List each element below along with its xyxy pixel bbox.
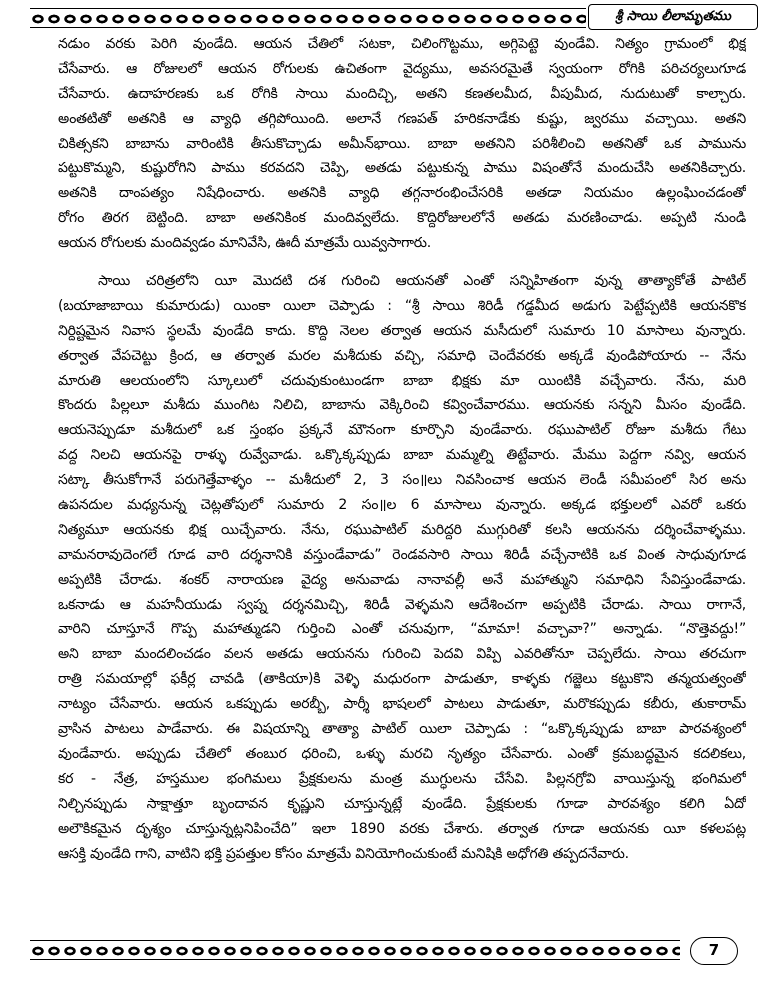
paragraph [58,269,746,866]
text-line: వద్ద నిలచి ఆయనపై రాళ్ళు రువ్వేవాడు. ఒక్కొక్కప్పుడు బాబా మమ్మల్ని తిట్టేవారు. మేము పెద్దగా నవ్వి, ఆయన [58,447,746,464]
text-line: సాయి చరిత్రలోని యీ మొదటి దశ గురించి ఆయనతో ఎంతో సన్నిహితంగా వున్న తాత్యాకోతే పాటిల్ [98,273,746,290]
text-line: ఉపనదుల మధ్యనున్న చెట్లతోపులో సుమారు 2 సం॥ల 6 మాసాలు వున్నారు. అక్కడ భక్తులలో ఎవరో ఒకరు [58,497,746,514]
text-line: అతనికి దాంపత్యం నిషేధించారు. అతనికి వ్యాధి తగ్గనారంభించేసరికి అతడా నియమం ఉల్లంఘించడంతో [58,185,746,202]
text-line: నిత్యమూ ఆయనకు భిక్ష యిచ్చేవారు. నేను, రఘుపాటిల్ మరిద్దరి ముగ్గురితో కలసి ఆయనను దర్శించేవాళ్ళము. [58,521,746,538]
decorative-border-bottom [30,940,680,960]
text-line: సట్కా తీసుకోగానే పరుగెత్తేవాళ్ళం -- మశీదులో 2, 3 సం॥లు నివసించాక ఆయన లెండీ సమీపంలో సిర అను [58,472,746,489]
text-line: చికిత్సకని బాబాను వారింటికి తీసుకొచ్చాడు అమీన్‌భాయి. బాబా అతనిని పరిశీలించి అతనితో ఒక పామును [58,135,746,152]
running-header-title: శ్రీ సాయి లీలామృతము [588,4,758,30]
text-line: నడుం వరకు పెరిగి వుండేది. ఆయన చేతిలో సటకా, చిలింగొట్టము, అగ్గిపెట్టె వుండేవి. నిత్యం గ్రామంలో భిక్ష [58,36,746,52]
text-line: రాత్రి సమయాల్లో ఫకీర్ల చావడి (తాకియా)కి వెళ్ళి మధురంగా పాడుతూ, కాళ్ళకు గజ్జెలు కట్టుకొని తన్మయత్వంతో [58,671,746,688]
text-line: వారిని చూస్తూనే గొప్ప మహాత్ముడని గుర్తించి ఎంతో చనువుగా, “మామా! వచ్చావా?” అన్నాడు. “నొత్తెవద్దు!” [58,621,746,638]
text-line: అప్పటికి చేరాడు. శంకర్ నారాయణ వైద్య అనువాడు నానావల్లీ అనే మహాత్ముని సమాధిని సేవిస్తుండేవాడు. [58,571,746,588]
paragraph [58,32,746,256]
text-line: ఆసక్తి వుండేది గాని, వాటిని భక్తి ప్రపత్తుల కోసం మాత్రమే వినియోగించుకుంటే మనిషికి అధోగతి తప్పదనేవారు. [58,845,629,862]
text-line: వ్రాసిన పాటలు పాడేవారు. ఈ విషయాన్ని తాత్యా పాటిల్ యిలా చెప్పాడు : “ఒక్కొక్కప్పుడు బాబా పారవశ్యంలో [58,721,746,738]
text-line: చేసేవారు. ఉదాహరణకు ఒక రోగికి సాయి మందిచ్చి, అతని కణతలమీద, వీపుమీద, నుదుటుతో కాల్చారు. [58,85,746,102]
page-number: 7 [690,937,738,965]
text-line: మారుతి ఆలయంలోని స్కూలులో చదువుకుంటుండగా బాబా భిక్షకు మా యింటికి వచ్చేవారు. నేను, మరి [58,372,746,389]
text-line: అని బాబా మందలించడం వలన అతడు ఆయనను గురించి పెదవి విప్పి ఎవరితోనూ చెప్పలేదు. సాయి తరచుగా [58,646,746,663]
text-line: నిల్చినప్పుడు సాక్షాత్తూ బృందావన కృష్ణుని చూస్తున్నట్లే వుండేది. ప్రేక్షకులకు గూడా పారవశ్యం కలిగి ఏదో [58,795,746,812]
text-line: అలౌకికమైన దృశ్యం చూస్తున్నట్లనిపించేది” ఇలా 1890 వరకు చేశారు. తర్వాత గూడా ఆయనకు యీ కళలపట్ల [58,820,746,837]
text-line: నాట్యం చేసేవారు. ఆయన ఒకప్పుడు అరబ్బీ, పార్శీ భాషలలో పాటలు పాడుతూ, మరొకప్పుడు కబీరు, తుకారామ్ [58,696,746,713]
text-line: కొందరు పిల్లలూ మశీదు ముంగిట నిలిచి, బాబాను వెక్కిరించి కవ్వించేవారము. ఆయనకు సన్నని మీసం వుండేది. [58,397,746,414]
text-line: (బయాజాబాయి కుమారుడు) యింకా యిలా చెప్పాడు : “శ్రీ సాయి శిరిడీ గడ్డమీద అడుగు పెట్టేప్పటికి ఆయనకొక [58,297,746,314]
text-line: పట్టుకొమ్మని, కుష్టురోగిని పాము కరవదని చెప్పి, అతడు పట్టుకున్న పాము విషంతోనే మందుచేసి అతనికిచ్చారు. [58,160,746,177]
text-line: నిర్దిష్టమైన నివాస స్థలమే వుండేది కాదు. కొద్ది నెలల తర్వాత ఆయన మసీదులో సుమారు 10 మాసాలు వున్నారు. [58,322,746,339]
text-line: చేసేవారు. ఆ రోజులలో ఆయన రోగులకు ఉచితంగా వైద్యము, అవసరమైతే స్వయంగా రోగికి పరిచర్యలుగూడ [58,60,746,77]
text-line: వుండేవారు. అప్పుడు చేతిలో తంబుర ధరించి, ఒళ్ళు మరచి నృత్యం చేసేవారు. ఎంతో క్రమబద్ధమైన కదలికలు, [58,745,746,762]
text-line: అంతటితో అతనికి ఆ వ్యాధి తగ్గిపోయింది. అలానే గణపత్ హరికనాడేకు కుష్టు, జ్వరము వచ్చాయి. అతని [58,110,746,127]
text-line: ఒకనాడు ఆ మహనీయుడు స్వప్న దర్శనమిచ్చి, శిరిడీ వెళ్ళమని ఆదేశించగా అప్పటికి చేరాడు. సాయి రాగానే, [58,596,746,613]
paragraph-gap [58,256,746,269]
text-line: ఆయన రోగులకు మందివ్వడం మానివేసి, ఊదీ మాత్రమే యివ్వసాగారు. [58,235,431,252]
text-line: కర - నేత్ర, హస్తముల భంగిమలు ప్రేక్షకులను మంత్ర ముగ్ధులను చేసేవి. పిల్లనగ్రోవి వాయిస్తున్న భంగిమలో [58,770,746,787]
text-line: రోగం తిరగ బెట్టింది. బాబా అతనికింక మందివ్వలేదు. కొద్దిరోజులలోనే అతడు మరణించాడు. అప్పటి నుండి [58,210,746,227]
text-line: వామనరావుదెంగలే గూడ వారి దర్శనానికి వస్తుండేవాడు” రెండవసారి సాయి శిరిడీ వచ్చేనాటికి ఒక వింత సాధువుగూడ [58,546,746,563]
decorative-border-top [30,8,586,28]
page-body [58,32,746,866]
text-line: తర్వాత వేపచెట్టు క్రింద, ఆ తర్వాత మరల మశీదుకు వచ్చి, సమాధి చెందేవరకు అక్కడే వుండిపోయారు -- నేను [58,347,746,364]
text-line: ఆయనెప్పుడూ మశీదులో ఒక స్తంభం ప్రక్కనే మౌనంగా కూర్చొని వుండేవారు. రఘుపాటిల్ రోజూ మశీదు గేటు [58,422,746,439]
